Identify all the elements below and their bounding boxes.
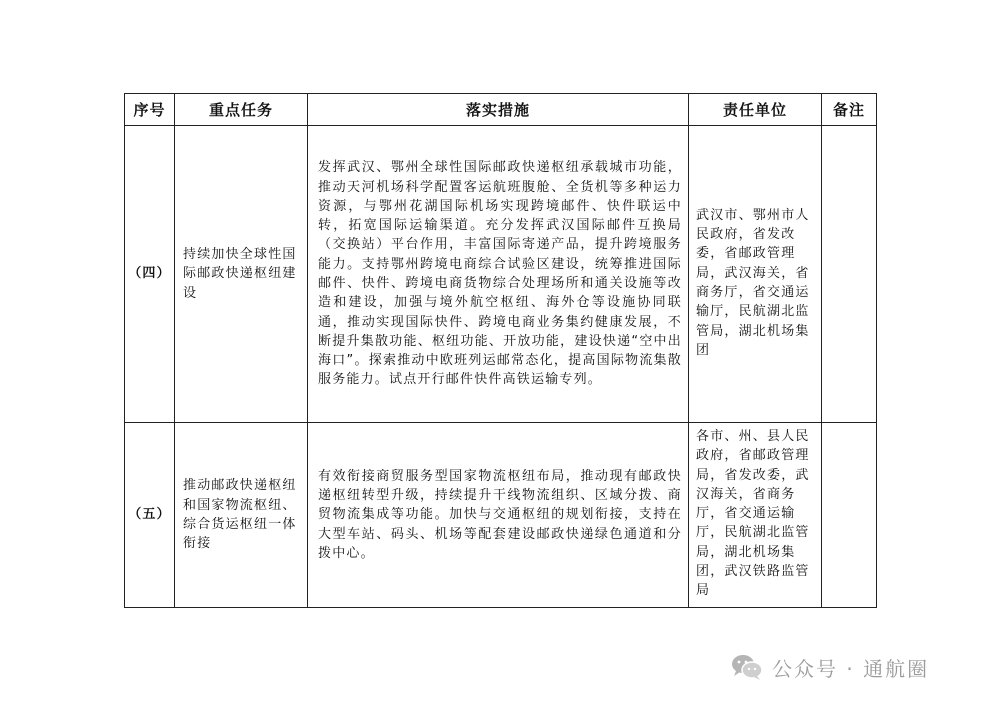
header-unit: 责任单位 [689,94,822,126]
header-note: 备注 [822,94,877,126]
row-note [822,423,877,608]
wechat-icon [730,652,764,682]
table-header-row [125,94,877,126]
watermark-text: 公众号 · 通航圈 [772,656,930,681]
table-row [125,126,877,423]
row-unit: 各市、州、县人民政府，省邮政管理局，省发改委，武汉海关，省商务厅，省交通运输厅，民航湖北监管局，湖北机场集团，武汉铁路监管局 [689,423,822,608]
header-measures: 落实措施 [308,94,689,126]
row-measures: 发挥武汉、鄂州全球性国际邮政快递枢纽承载城市功能，推动天河机场科学配置客运航班腹舱、全货机等多种运力资源，与鄂州花湖国际机场实现跨境邮件、快件联运中转，拓宽国际运输渠道。充分发挥武汉国际邮件互换局（交换站）平台作用，丰富国际寄递产品，提升跨境服务能力。支持鄂州跨境电商综合试验区建设，统筹推进国际邮件、快件、跨境电商货物综合处理场所和通关设施等改造和建设，加强与境外航空枢纽、海外仓等设施协同联通，推动实现国际快件、跨境电商业务集约健康发展，不断提升集散功能、枢纽功能、开放功能，建设快递“空中出海口”。探索推动中欧班列运邮常态化，提高国际物流集散服务能力。试点开行邮件快件高铁运输专列。 [308,126,689,423]
watermark [730,650,929,684]
table-row [125,423,877,608]
row-unit: 武汉市、鄂州市人民政府，省发改委，省邮政管理局，武汉海关，省商务厅，省交通运输厅，民航湖北监管局，湖北机场集团 [689,126,822,423]
row-measures: 有效衔接商贸服务型国家物流枢纽布局，推动现有邮政快递枢纽转型升级，持续提升干线物流组织、区域分拨、商贸物流集成等功能。加快与交通枢纽的规划衔接，支持在大型车站、码头、机场等配套建设邮政快递绿色通道和分拨中心。 [308,423,689,608]
row-seq: （四） [125,126,175,423]
task-table [124,93,877,608]
header-seq: 序号 [125,94,175,126]
row-seq: （五） [125,423,175,608]
row-task: 推动邮政快递枢纽和国家物流枢纽、综合货运枢纽一体衔接 [175,423,308,608]
header-task: 重点任务 [175,94,308,126]
row-task: 持续加快全球性国际邮政快递枢纽建设 [175,126,308,423]
row-note [822,126,877,423]
